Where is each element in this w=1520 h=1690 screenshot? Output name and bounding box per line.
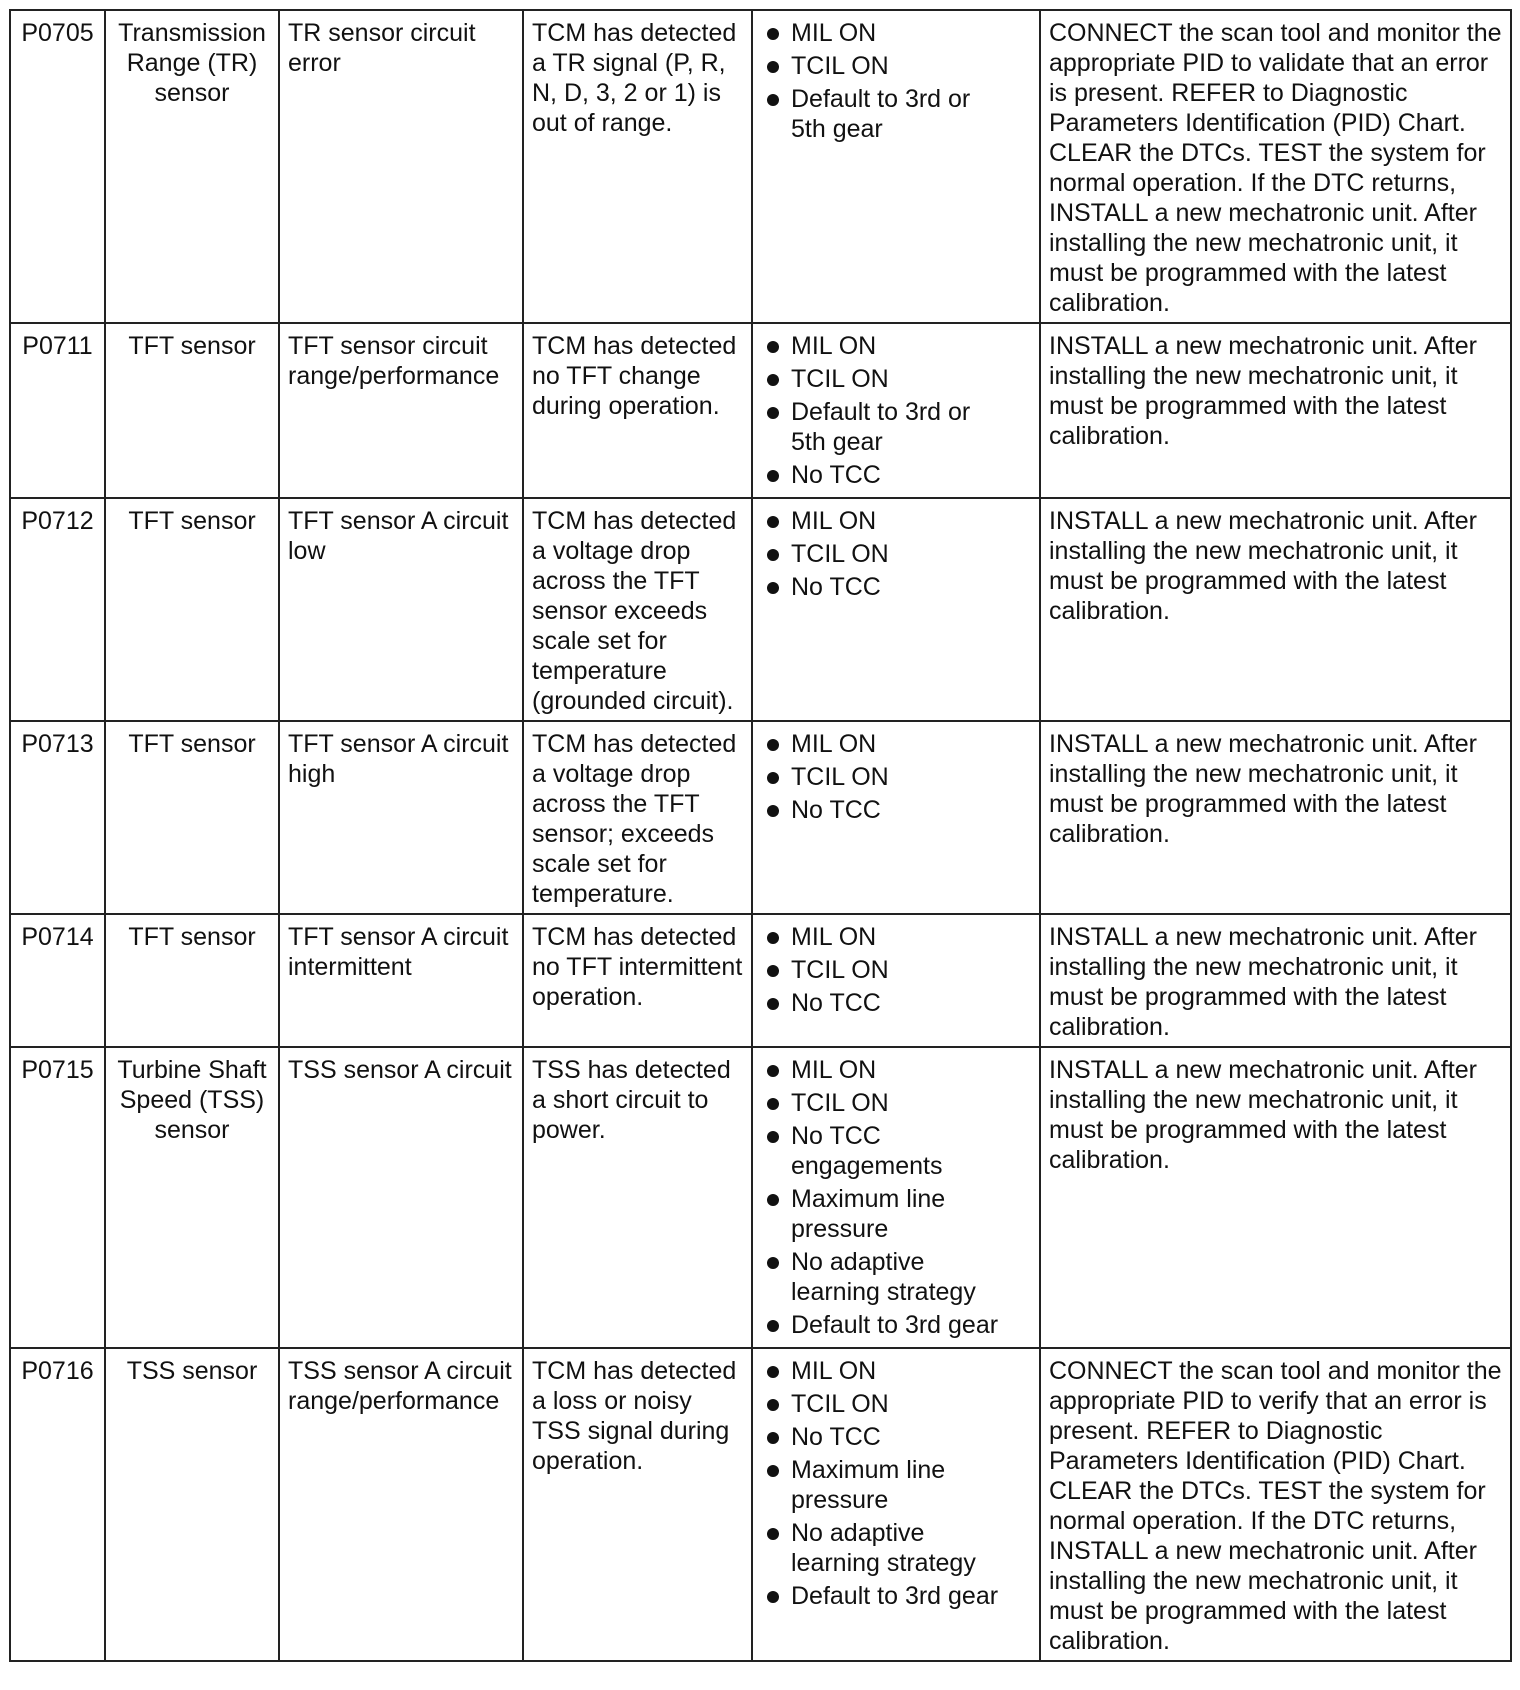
symptom-item: Maximum line pressure xyxy=(761,1455,1003,1515)
component-name: TSS sensor xyxy=(105,1348,279,1661)
symptom-list xyxy=(761,331,1031,490)
action-text: CONNECT the scan tool and monitor the appropriate PID to verify that an error is present. REFER to Diagnostic Parameters Identification (PID) Chart. CLEAR the DTCs. TEST the system for normal operation. If the DTC returns, INSTALL a new mechatronic unit. After installing the new mechatronic unit, it must be programmed with the latest calibration. xyxy=(1040,1348,1511,1661)
dtc-description: TFT sensor A circuit low xyxy=(279,498,523,721)
symptom-item: MIL ON xyxy=(761,922,1003,952)
dtc-code: P0713 xyxy=(10,721,105,914)
symptom-item: TCIL ON xyxy=(761,1389,1003,1419)
symptom-item: TCIL ON xyxy=(761,1088,1003,1118)
dtc-table xyxy=(9,9,1512,1662)
symptom-item: TCIL ON xyxy=(761,762,1003,792)
symptom-item: No adaptive learning strategy xyxy=(761,1247,1003,1307)
symptom-item: Default to 3rd gear xyxy=(761,1310,1003,1340)
symptom-list xyxy=(761,18,1031,144)
table-row xyxy=(10,914,1511,1047)
condition-text: TCM has detected a TR signal (P, R, N, D, 3, 2 or 1) is out of range. xyxy=(523,10,752,323)
symptom-item: Maximum line pressure xyxy=(761,1184,1003,1244)
dtc-code: P0715 xyxy=(10,1047,105,1348)
symptoms-cell xyxy=(752,1348,1040,1661)
symptom-item: MIL ON xyxy=(761,18,1003,48)
symptom-list xyxy=(761,506,1031,602)
symptom-item: MIL ON xyxy=(761,1356,1003,1386)
dtc-code: P0714 xyxy=(10,914,105,1047)
action-text: INSTALL a new mechatronic unit. After installing the new mechatronic unit, it must be programmed with the latest calibration. xyxy=(1040,1047,1511,1348)
condition-text: TCM has detected no TFT intermittent operation. xyxy=(523,914,752,1047)
symptom-item: TCIL ON xyxy=(761,539,1003,569)
symptom-item: Default to 3rd gear xyxy=(761,1581,1003,1611)
symptoms-cell xyxy=(752,914,1040,1047)
symptoms-cell xyxy=(752,721,1040,914)
dtc-code: P0711 xyxy=(10,323,105,498)
table-row xyxy=(10,10,1511,323)
table-row xyxy=(10,498,1511,721)
symptom-item: Default to 3rd or 5th gear xyxy=(761,397,1003,457)
symptom-item: No TCC engagements xyxy=(761,1121,1003,1181)
dtc-code: P0712 xyxy=(10,498,105,721)
dtc-description: TR sensor circuit error xyxy=(279,10,523,323)
symptoms-cell xyxy=(752,498,1040,721)
symptom-item: Default to 3rd or 5th gear xyxy=(761,84,1003,144)
symptoms-cell xyxy=(752,10,1040,323)
symptom-item: MIL ON xyxy=(761,1055,1003,1085)
symptom-list xyxy=(761,729,1031,825)
dtc-description: TSS sensor A circuit xyxy=(279,1047,523,1348)
dtc-description: TFT sensor A circuit intermittent xyxy=(279,914,523,1047)
symptom-item: TCIL ON xyxy=(761,51,1003,81)
dtc-code: P0705 xyxy=(10,10,105,323)
condition-text: TSS has detected a short circuit to power. xyxy=(523,1047,752,1348)
condition-text: TCM has detected a loss or noisy TSS signal during operation. xyxy=(523,1348,752,1661)
component-name: TFT sensor xyxy=(105,498,279,721)
dtc-description: TSS sensor A circuit range/performance xyxy=(279,1348,523,1661)
symptom-item: TCIL ON xyxy=(761,364,1003,394)
action-text: INSTALL a new mechatronic unit. After installing the new mechatronic unit, it must be programmed with the latest calibration. xyxy=(1040,498,1511,721)
symptom-item: No TCC xyxy=(761,795,1003,825)
symptom-item: TCIL ON xyxy=(761,955,1003,985)
symptom-item: No TCC xyxy=(761,1422,1003,1452)
symptom-list xyxy=(761,1356,1031,1611)
symptom-item: MIL ON xyxy=(761,506,1003,536)
dtc-description: TFT sensor A circuit high xyxy=(279,721,523,914)
symptom-item: No adaptive learning strategy xyxy=(761,1518,1003,1578)
component-name: TFT sensor xyxy=(105,721,279,914)
action-text: INSTALL a new mechatronic unit. After installing the new mechatronic unit, it must be programmed with the latest calibration. xyxy=(1040,323,1511,498)
condition-text: TCM has detected a voltage drop across the TFT sensor exceeds scale set for temperature (grounded circuit). xyxy=(523,498,752,721)
symptoms-cell xyxy=(752,323,1040,498)
action-text: INSTALL a new mechatronic unit. After installing the new mechatronic unit, it must be programmed with the latest calibration. xyxy=(1040,914,1511,1047)
symptom-item: MIL ON xyxy=(761,729,1003,759)
condition-text: TCM has detected a voltage drop across the TFT sensor; exceeds scale set for temperature. xyxy=(523,721,752,914)
symptom-item: MIL ON xyxy=(761,331,1003,361)
symptom-item: No TCC xyxy=(761,572,1003,602)
symptom-item: No TCC xyxy=(761,988,1003,1018)
table-row xyxy=(10,1348,1511,1661)
action-text: CONNECT the scan tool and monitor the appropriate PID to validate that an error is present. REFER to Diagnostic Parameters Identification (PID) Chart. CLEAR the DTCs. TEST the system for normal operation. If the DTC returns, INSTALL a new mechatronic unit. After installing the new mechatronic unit, it must be programmed with the latest calibration. xyxy=(1040,10,1511,323)
symptoms-cell xyxy=(752,1047,1040,1348)
table-row xyxy=(10,323,1511,498)
table-row xyxy=(10,1047,1511,1348)
component-name: TFT sensor xyxy=(105,914,279,1047)
dtc-description: TFT sensor circuit range/performance xyxy=(279,323,523,498)
action-text: INSTALL a new mechatronic unit. After installing the new mechatronic unit, it must be programmed with the latest calibration. xyxy=(1040,721,1511,914)
table-row xyxy=(10,721,1511,914)
dtc-code: P0716 xyxy=(10,1348,105,1661)
component-name: Turbine Shaft Speed (TSS) sensor xyxy=(105,1047,279,1348)
component-name: TFT sensor xyxy=(105,323,279,498)
symptom-list xyxy=(761,922,1031,1018)
component-name: Transmission Range (TR) sensor xyxy=(105,10,279,323)
symptom-list xyxy=(761,1055,1031,1340)
symptom-item: No TCC xyxy=(761,460,1003,490)
condition-text: TCM has detected no TFT change during operation. xyxy=(523,323,752,498)
